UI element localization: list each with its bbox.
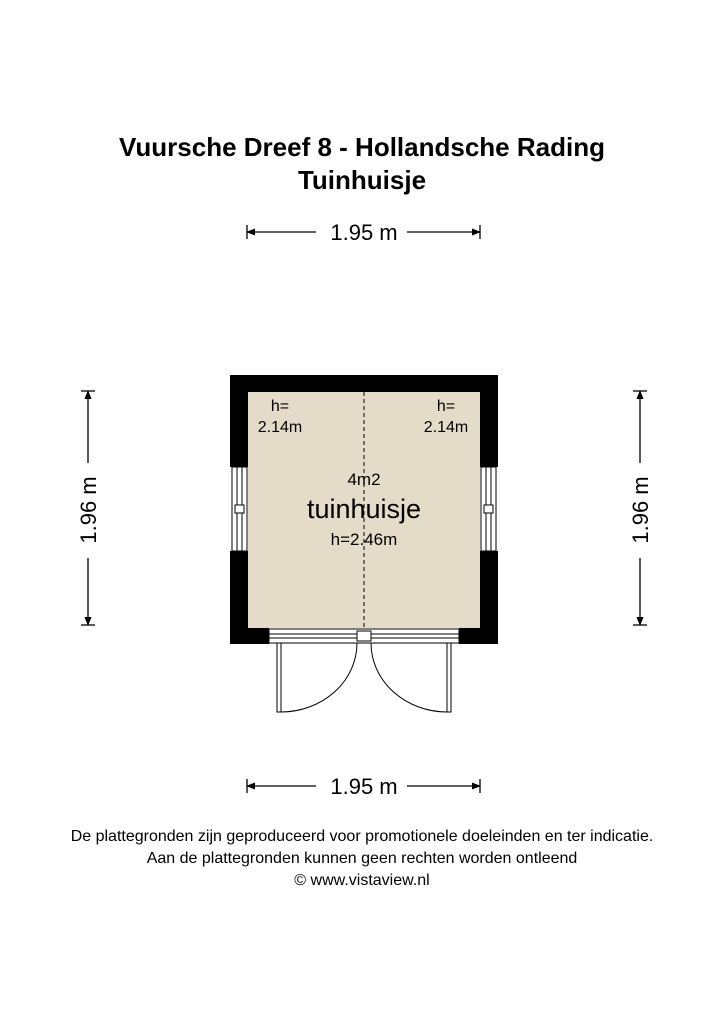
door-threshold bbox=[269, 629, 459, 643]
copyright-line: © www.vistaview.nl bbox=[294, 872, 430, 889]
window-left bbox=[232, 467, 247, 551]
dimension-bottom bbox=[247, 774, 480, 799]
window-right bbox=[481, 467, 496, 551]
height-right-label: h= bbox=[436, 398, 456, 415]
dimension-right bbox=[628, 391, 653, 625]
room-height: h=2.46m bbox=[330, 530, 398, 549]
height-left-label: h= bbox=[270, 398, 290, 415]
dimension-top bbox=[247, 220, 480, 245]
disclaimer-line-1: De plattegronden zijn geproduceerd voor promotionele doeleinden en ter indicatie. bbox=[70, 828, 654, 845]
door-swing-right bbox=[371, 643, 447, 712]
dimension-left-label: 1.96 m bbox=[76, 476, 101, 544]
door-swing-left bbox=[281, 643, 357, 712]
wall-left-lower bbox=[230, 551, 248, 644]
dimension-top-label: 1.95 m bbox=[330, 220, 398, 245]
height-right-value: 2.14m bbox=[423, 419, 469, 436]
double-door bbox=[277, 643, 451, 712]
room-name: tuinhuisje bbox=[306, 494, 422, 524]
door-leaf-right bbox=[447, 643, 451, 712]
wall-bottom-left bbox=[248, 628, 269, 644]
room-area: 4m2 bbox=[347, 470, 381, 489]
dimension-left bbox=[76, 391, 101, 625]
wall-bottom-right bbox=[459, 628, 480, 644]
wall-right-upper bbox=[480, 392, 498, 467]
dimension-right-label: 1.96 m bbox=[628, 476, 653, 544]
dimension-bottom-label: 1.95 m bbox=[330, 774, 398, 799]
plan-title: Vuursche Dreef 8 - Hollandsche Rading bbox=[119, 132, 605, 162]
wall-top bbox=[230, 375, 498, 392]
plan-subtitle: Tuinhuisje bbox=[297, 165, 427, 195]
disclaimer-line-2: Aan de plattegronden kunnen geen rechten worden ontleend bbox=[146, 850, 578, 867]
height-left-value: 2.14m bbox=[257, 419, 303, 436]
wall-right-lower bbox=[480, 551, 498, 644]
door-leaf-left bbox=[277, 643, 281, 712]
wall-left-upper bbox=[230, 392, 248, 467]
